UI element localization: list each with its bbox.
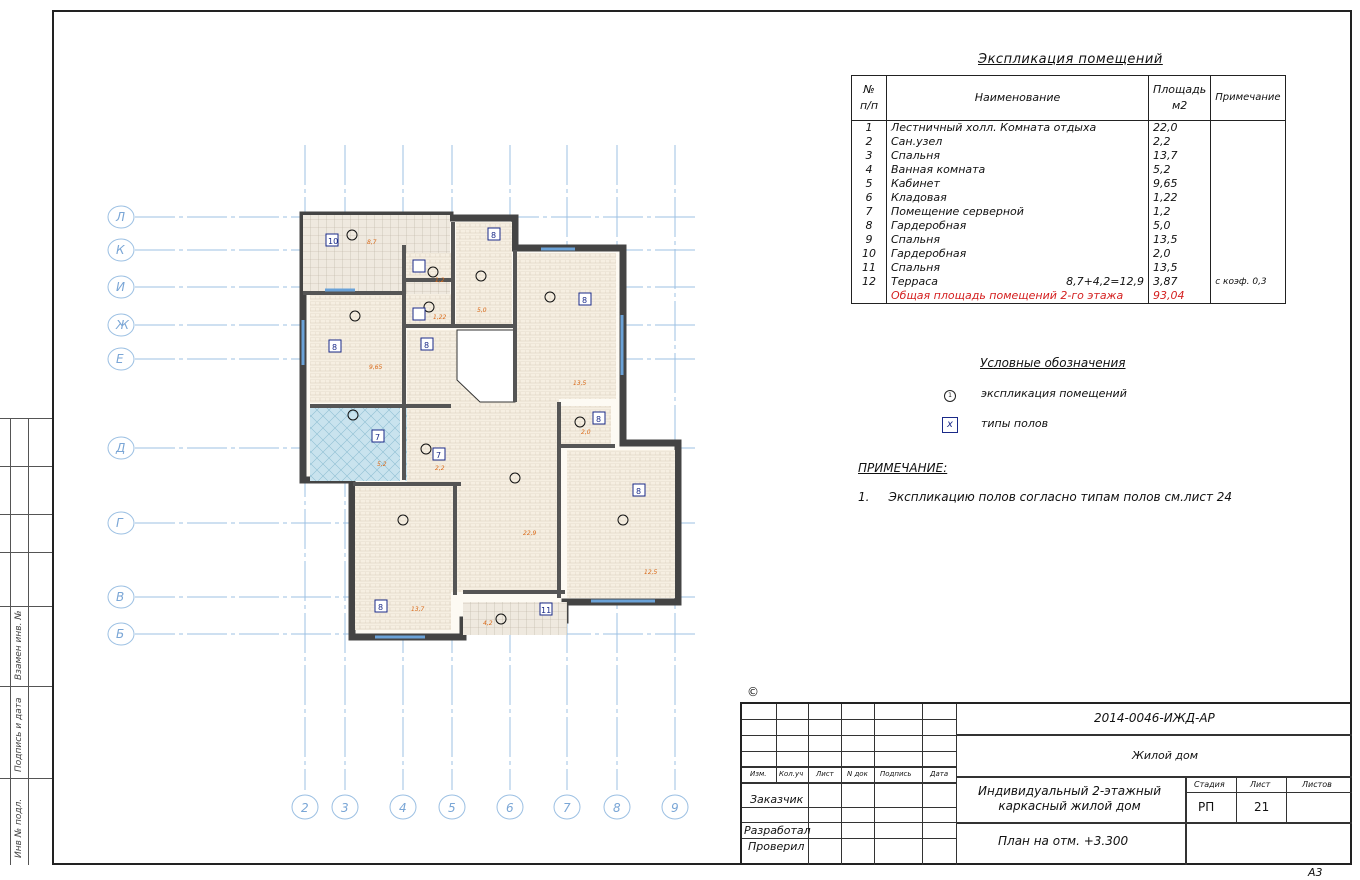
row-num: 7 [852, 205, 887, 219]
area-label: 2,2 [435, 465, 445, 472]
room-bedroom-3 [355, 485, 451, 630]
room-server [404, 253, 454, 281]
explication-row [852, 275, 1286, 289]
floor-type-label: 8 [596, 415, 602, 424]
stage-label: Стадия [1194, 780, 1225, 789]
row-name-cell [887, 247, 1149, 261]
customer-label: Заказчик [750, 793, 804, 806]
area-label: 22,9 [523, 530, 537, 537]
col-head-koluch: Кол.уч [779, 770, 804, 778]
row-num: 3 [852, 149, 887, 163]
legend-label-rooms: экспликация помещений [981, 387, 1127, 400]
room-marker-icon: 1 [944, 390, 956, 402]
total-area: 93,04 [1149, 289, 1211, 304]
row-name-cell [887, 275, 1149, 289]
axis-row-label: И [116, 280, 125, 294]
axis-col-label: 6 [506, 801, 514, 815]
object-name: Жилой дом [1132, 749, 1199, 762]
row-name: Спальня [891, 233, 940, 246]
sheet-name: План на отм. +3.300 [998, 834, 1129, 848]
row-num: 10 [852, 247, 887, 261]
floor-type-label: 8 [491, 231, 497, 240]
floor-type-label: 10 [328, 237, 339, 246]
explication-row [852, 261, 1286, 275]
row-num: 11 [852, 261, 887, 275]
checked-label: Проверил [748, 840, 805, 853]
room-cabinet [310, 293, 404, 403]
axis-row-label: Д [116, 441, 126, 455]
stamp-signature-date: Подпись и дата [14, 697, 24, 772]
explication-row [852, 219, 1286, 233]
row-note [1211, 261, 1285, 275]
row-note [1211, 149, 1285, 163]
col-head-area: Площадь м2 [1149, 76, 1211, 121]
row-name: Лестничный холл. Комната отдыха [891, 121, 1097, 134]
col-head-name: Наименование [887, 76, 1149, 121]
floor-type-label: 8 [582, 296, 588, 305]
col-head-data: Дата [930, 770, 949, 778]
row-note [1211, 191, 1285, 205]
col-head-list: Лист [816, 770, 834, 778]
axis-col-label: 2 [301, 801, 309, 815]
area-label: 1,2 [435, 277, 445, 284]
legend-title: Условные обозначения [980, 356, 1126, 370]
row-num: 12 [852, 275, 887, 289]
row-area: 2,0 [1149, 247, 1211, 261]
col-head-num: № п/п [852, 76, 887, 121]
axis-row-label: Б [116, 627, 125, 641]
axis-col-label: 8 [613, 801, 621, 815]
floor-type-label: 8 [378, 603, 384, 612]
row-name-cell [887, 135, 1149, 149]
row-note [1211, 163, 1285, 177]
room-bathroom [310, 408, 400, 481]
explication-row [852, 163, 1286, 177]
doc-code: 2014-0046-ИЖД-АР [1094, 711, 1215, 725]
row-num: 2 [852, 135, 887, 149]
title-block [740, 702, 1352, 865]
sheet-label: Лист [1250, 780, 1271, 789]
total-label: Общая площадь помещений 2-го этажа [887, 289, 1149, 304]
sheet-value: 21 [1254, 800, 1270, 814]
floor-type-icon: x [942, 417, 958, 433]
row-num: 1 [852, 121, 887, 136]
col-head-ndok: N док [847, 770, 868, 778]
sheets-label: Листов [1302, 780, 1332, 789]
room-storage [404, 294, 454, 324]
row-name: Гардеробная [891, 247, 967, 260]
axis-col-label: 7 [563, 801, 571, 815]
row-name-cell [887, 233, 1149, 247]
floor-type-label: 7 [436, 451, 442, 460]
row-num: 8 [852, 219, 887, 233]
row-area: 2,2 [1149, 135, 1211, 149]
area-label: 8,7 [367, 239, 377, 246]
floor-type-label: 8 [424, 341, 430, 350]
row-note [1211, 233, 1285, 247]
row-name: Гардеробная [891, 219, 967, 232]
row-area: 22,0 [1149, 121, 1211, 136]
col-head-izm: Изм. [750, 770, 767, 778]
explication-row [852, 247, 1286, 261]
row-area: 5,2 [1149, 163, 1211, 177]
column-axis-labels [292, 795, 688, 819]
row-area: 13,5 [1149, 261, 1211, 275]
explication-title: Экспликация помещений [978, 52, 1163, 67]
axis-col-label: 5 [448, 801, 456, 815]
explication-row [852, 135, 1286, 149]
room-bedroom-11 [567, 450, 675, 598]
area-label: 5,2 [377, 461, 387, 468]
explication-row [852, 191, 1286, 205]
copyright-mark: © [747, 685, 759, 699]
row-axis-labels [108, 206, 134, 645]
row-note [1211, 205, 1285, 219]
stamp-replace-inv: Взамен инв. № [14, 610, 24, 680]
sheet-format: А3 [1308, 866, 1323, 879]
total-note-cell [1211, 289, 1285, 304]
row-name: Помещение серверной [891, 205, 1024, 218]
explication-row [852, 149, 1286, 163]
row-area: 5,0 [1149, 219, 1211, 233]
note-title: ПРИМЕЧАНИЕ: [858, 461, 948, 475]
row-name-cell [887, 191, 1149, 205]
area-label: 12,5 [644, 569, 658, 576]
row-area: 13,7 [1149, 149, 1211, 163]
axis-row-label: К [116, 243, 125, 257]
developed-label: Разработал [744, 824, 811, 837]
explication-row [852, 177, 1286, 191]
row-num: 6 [852, 191, 887, 205]
axis-row-label: В [116, 590, 125, 604]
axis-row-label: Л [116, 210, 126, 224]
col-head-podpis: Подпись [880, 770, 912, 778]
row-name-cell [887, 163, 1149, 177]
side-stamp-strip [0, 418, 52, 865]
row-name: Спальня [891, 261, 940, 274]
floor-type-label: 8 [332, 343, 338, 352]
stamp-inv-original: Инв № подл. [14, 798, 24, 858]
row-area: 1,2 [1149, 205, 1211, 219]
row-calc: 8,7+4,2=12,9 [1066, 275, 1144, 288]
row-note [1211, 121, 1285, 136]
row-note [1211, 247, 1285, 261]
row-name-cell [887, 261, 1149, 275]
row-name-cell [887, 205, 1149, 219]
row-name-cell [887, 149, 1149, 163]
axis-col-label: 3 [341, 801, 349, 815]
row-num: 4 [852, 163, 887, 177]
legend-label-floors: типы полов [981, 417, 1049, 430]
area-label: 1,22 [433, 314, 447, 321]
row-name-cell [887, 177, 1149, 191]
area-label: 2,0 [581, 429, 591, 436]
row-name: Спальня [891, 149, 940, 162]
row-note [1211, 177, 1285, 191]
row-note [1211, 219, 1285, 233]
row-note [1211, 135, 1285, 149]
floor-type-label: 11 [541, 606, 552, 615]
axis-col-label: 9 [671, 801, 679, 815]
row-num: 5 [852, 177, 887, 191]
row-num: 9 [852, 233, 887, 247]
row-note: с коэф. 0,3 [1211, 275, 1285, 289]
row-name-cell [887, 121, 1149, 136]
row-name: Ванная комната [891, 163, 986, 176]
row-area: 3,87 [1149, 275, 1211, 289]
explication-row [852, 233, 1286, 247]
row-area: 9,65 [1149, 177, 1211, 191]
note-text: 1. Экспликацию полов согласно типам полов см.лист 24 [858, 490, 1233, 504]
stage-value: РП [1198, 800, 1215, 814]
area-label: 9,65 [369, 364, 383, 371]
floor-plan [95, 140, 695, 830]
axis-col-label: 4 [399, 801, 407, 815]
area-label: 4,2 [483, 620, 493, 627]
project-name: Индивидуальный 2-этажный каркасный жилой дом [978, 784, 1162, 813]
explication-total-row [852, 289, 1286, 304]
area-label: 5,0 [477, 307, 487, 314]
floor-type-label: 8 [636, 487, 642, 496]
area-label: 13,5 [573, 380, 587, 387]
area-label: 13,7 [411, 606, 425, 613]
row-name: Кладовая [891, 191, 947, 204]
row-area: 13,5 [1149, 233, 1211, 247]
explication-table [851, 75, 1286, 304]
explication-row [852, 121, 1286, 136]
col-head-note: Примечание [1211, 76, 1285, 121]
row-name: Кабинет [891, 177, 940, 190]
axis-row-label: Ж [116, 318, 129, 332]
total-num-cell [852, 289, 887, 304]
row-name-cell [887, 219, 1149, 233]
row-name: Терраса [891, 275, 938, 288]
row-name: Сан.узел [891, 135, 943, 148]
axis-row-label: Г [116, 516, 123, 530]
explication-row [852, 205, 1286, 219]
axis-row-label: Е [116, 352, 124, 366]
row-area: 1,22 [1149, 191, 1211, 205]
floor-type-label: 7 [375, 433, 381, 442]
